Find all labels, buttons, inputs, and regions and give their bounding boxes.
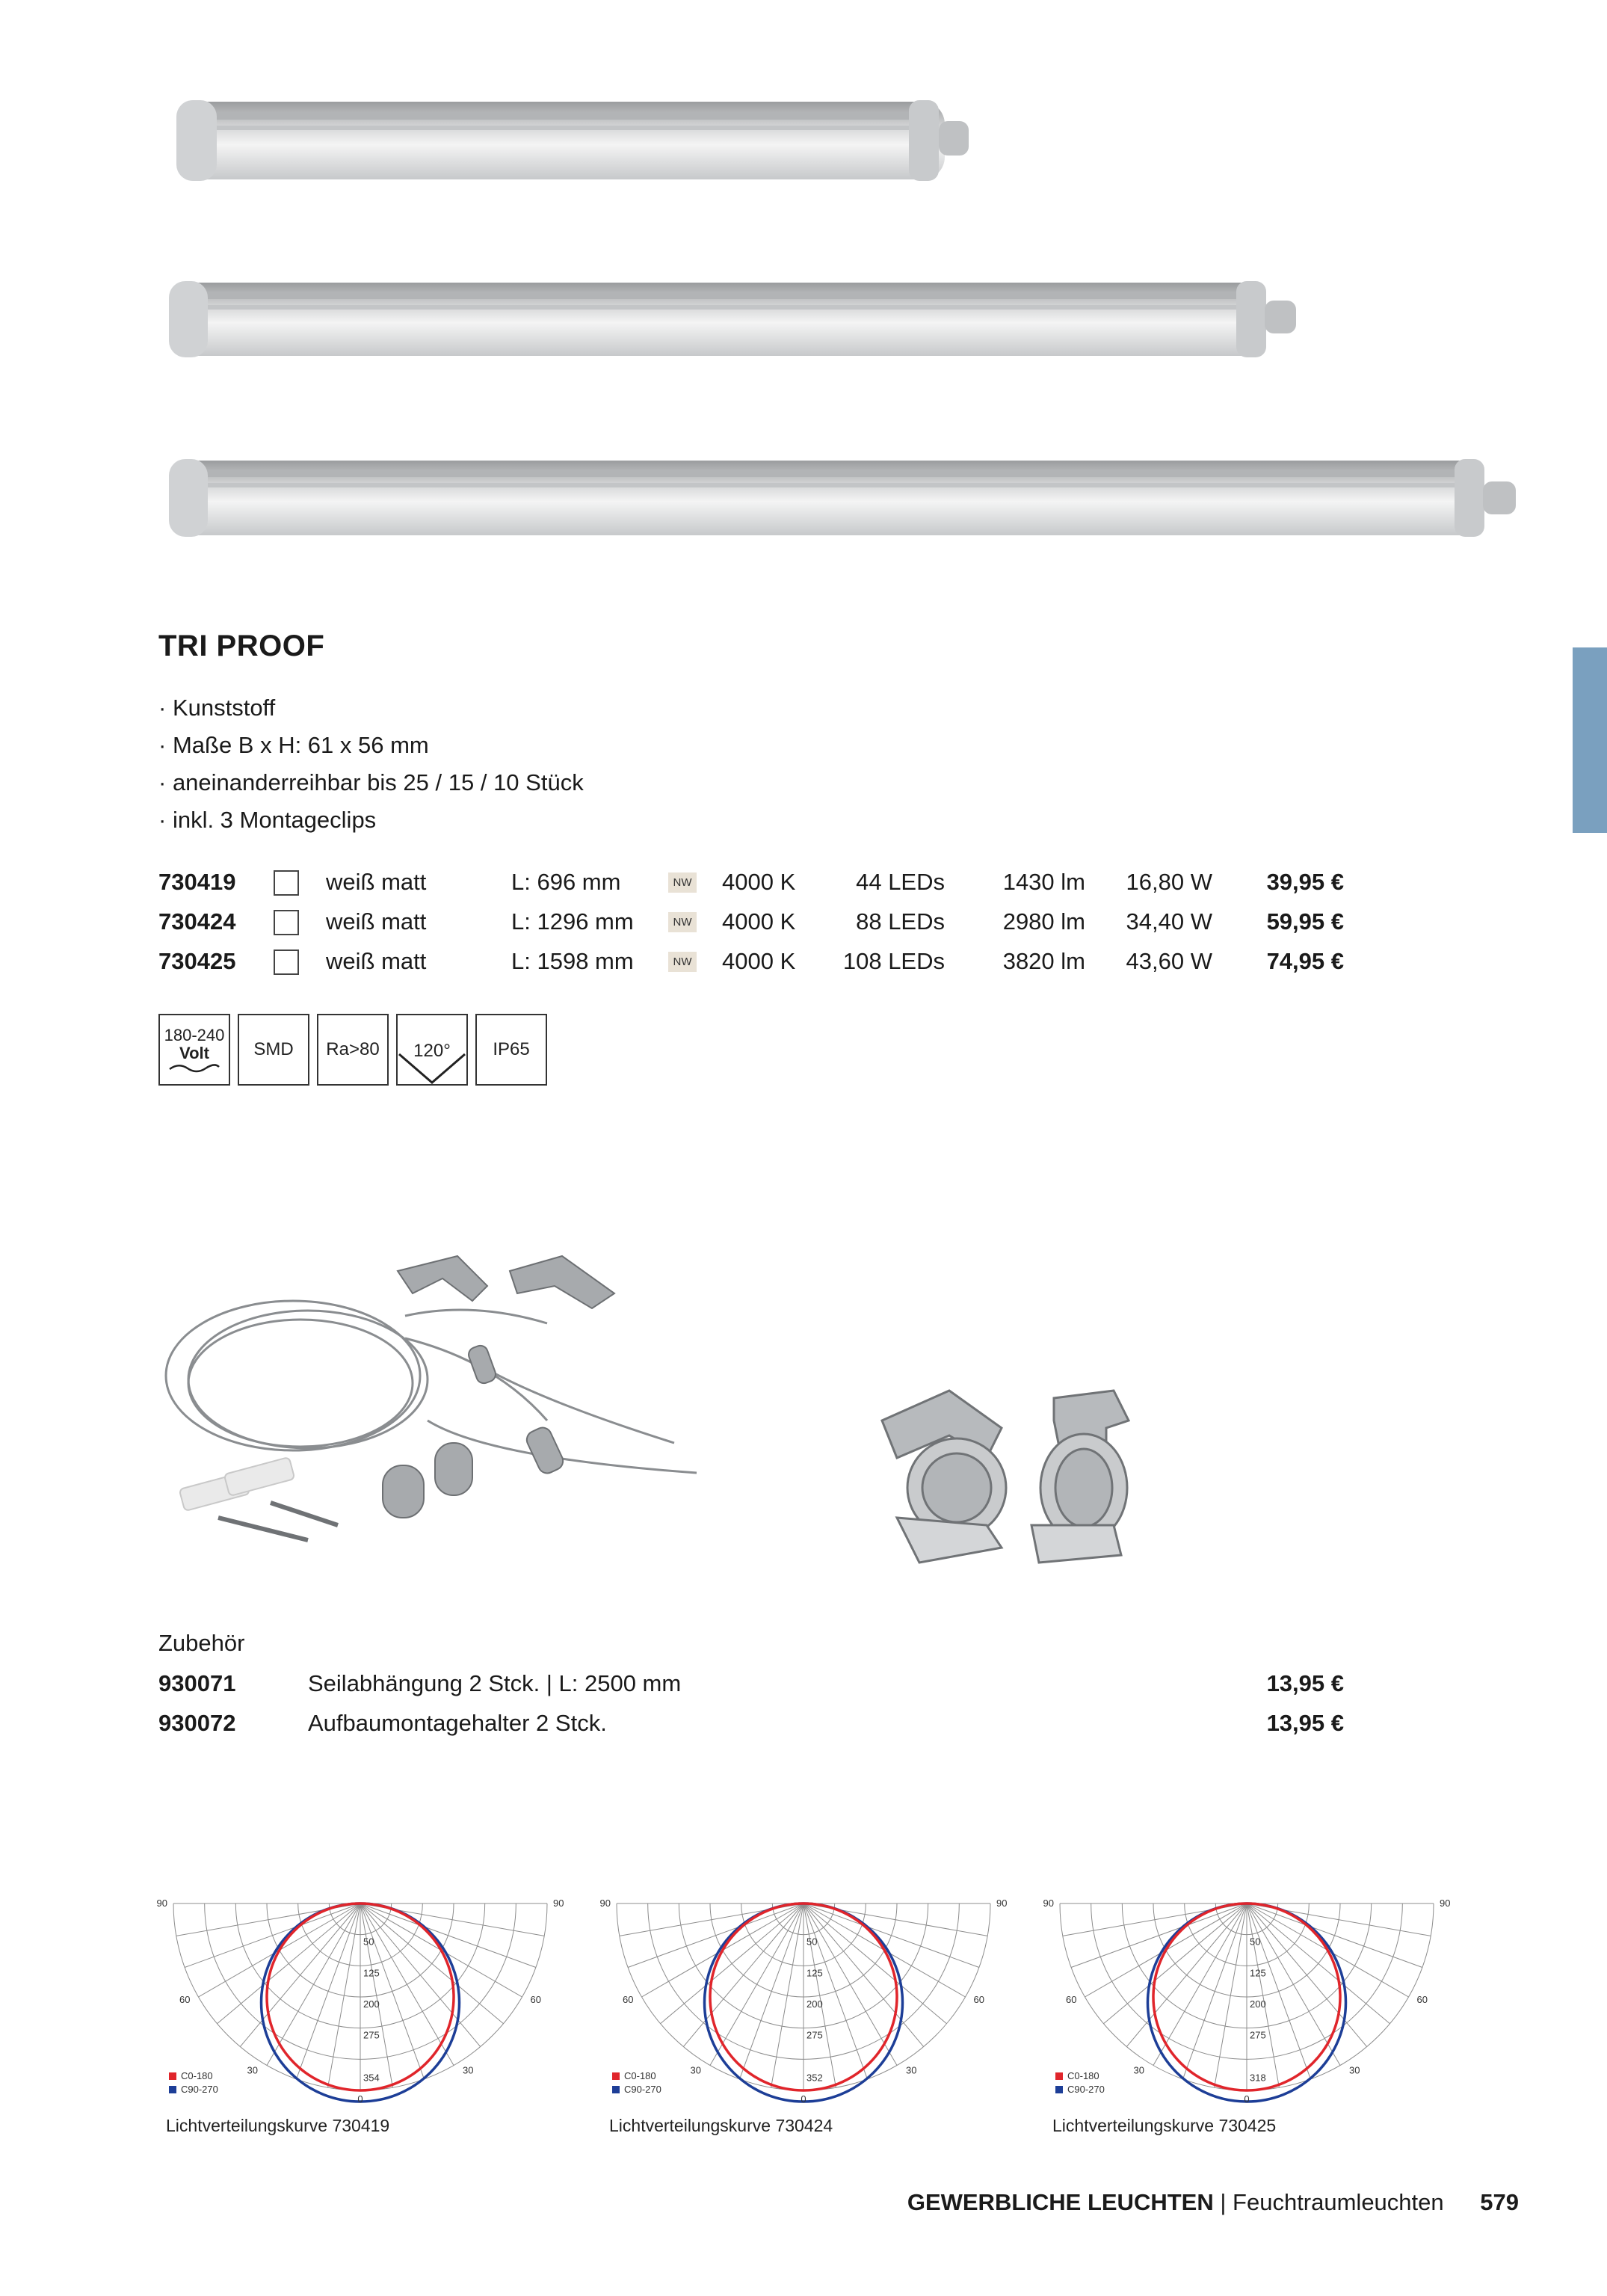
angle-label: 0 (1244, 2093, 1250, 2105)
ip-badge: IP65 (475, 1014, 547, 1086)
max-value-label: 354 (363, 2072, 380, 2084)
polar-diagram-730424 (600, 1886, 1019, 2125)
angle-label: 30 (906, 2064, 917, 2076)
variant-watt: 34,40 W (1126, 908, 1212, 935)
ring-label: 125 (1250, 1967, 1266, 1979)
variant-lumen: 1430 lm (1002, 869, 1085, 895)
angle-label: 90 (1440, 1898, 1451, 1909)
variant-price: 39,95 € (1266, 869, 1344, 895)
legend-swatch-c90 (169, 2086, 176, 2093)
variant-row (158, 942, 1354, 981)
variant-lumen: 2980 lm (1002, 908, 1085, 935)
page-number: 579 (1480, 2189, 1519, 2215)
footer-separator: | (1220, 2189, 1227, 2215)
section-tab (1573, 647, 1607, 833)
angle-label: 90 (553, 1898, 564, 1909)
voltage-badge (158, 1014, 230, 1086)
accessories-heading: Zubehör (158, 1630, 245, 1656)
legend-swatch-c90 (612, 2086, 620, 2093)
feature-item: · inkl. 3 Montageclips (158, 801, 584, 839)
accessory-row (158, 1704, 1354, 1743)
variant-checkbox[interactable] (274, 870, 299, 896)
angle-label: 60 (530, 1994, 541, 2005)
wave-icon (168, 1062, 220, 1073)
angle-label: 90 (996, 1898, 1008, 1909)
beam-angle-badge (396, 1014, 468, 1086)
footer-subcategory: Feuchtraumleuchten (1233, 2189, 1444, 2215)
variant-leds: 44 LEDs (856, 869, 945, 895)
feature-item: · aneinanderreihbar bis 25 / 15 / 10 Stück (158, 764, 584, 801)
max-value-label: 318 (1250, 2072, 1266, 2084)
variant-kelvin: 4000 K (722, 948, 796, 974)
legend-label: C0-180 (624, 2070, 656, 2081)
ring-label: 200 (363, 1998, 380, 2010)
angle-label: 30 (690, 2064, 701, 2076)
polar-caption: Lichtverteilungskurve 730424 (609, 2116, 833, 2135)
legend-label: C90-270 (1067, 2084, 1105, 2095)
variant-kelvin: 4000 K (722, 869, 796, 895)
variant-price: 74,95 € (1266, 948, 1344, 974)
color-code-badge: NW (668, 952, 697, 972)
legend-swatch-c0 (612, 2072, 620, 2080)
product-title: TRI PROOF (158, 630, 325, 662)
legend-label: C90-270 (181, 2084, 218, 2095)
color-code-badge: NW (668, 912, 697, 932)
variant-watt: 16,80 W (1126, 869, 1212, 895)
ring-label: 50 (806, 1936, 818, 1948)
variant-sku: 730424 (158, 908, 236, 935)
variant-finish: weiß matt (326, 869, 427, 895)
tube-image-730424 (169, 278, 1305, 360)
accessory-price: 13,95 € (1266, 1670, 1344, 1696)
ring-label: 275 (363, 2029, 380, 2041)
accessory-sku: 930071 (158, 1670, 236, 1696)
legend-label: C0-180 (181, 2070, 213, 2081)
variant-checkbox[interactable] (274, 910, 299, 935)
legend-label: C90-270 (624, 2084, 661, 2095)
feature-item: · Kunststoff (158, 689, 584, 727)
feature-list (158, 689, 584, 839)
page-footer (907, 2189, 1519, 2216)
angle-label: 0 (801, 2093, 806, 2105)
angle-label: 60 (179, 1994, 191, 2005)
angle-label: 90 (157, 1898, 167, 1909)
legend-swatch-c0 (1055, 2072, 1063, 2080)
tube-image-730419 (176, 96, 976, 185)
variant-checkbox[interactable] (274, 950, 299, 975)
ring-label: 200 (806, 1998, 823, 2010)
voltage-range: 180-240 (164, 1026, 225, 1044)
ring-label: 275 (1250, 2029, 1266, 2041)
polar-diagram-svg (1043, 1886, 1462, 2125)
accessory-row (158, 1664, 1354, 1703)
angle-label: 60 (623, 1994, 634, 2005)
variant-leds: 108 LEDs (842, 948, 945, 974)
accessory-price: 13,95 € (1266, 1710, 1344, 1736)
accessory-description: Aufbaumontagehalter 2 Stck. (308, 1710, 607, 1736)
suspension-kit-image (158, 1226, 727, 1555)
variant-watt: 43,60 W (1126, 948, 1212, 974)
tube-image-730425 (169, 456, 1522, 540)
legend-label: C0-180 (1067, 2070, 1099, 2081)
variant-finish: weiß matt (326, 948, 427, 974)
ring-label: 125 (806, 1967, 823, 1979)
polar-caption: Lichtverteilungskurve 730419 (166, 2116, 390, 2135)
beam-angle-value: 120° (413, 1041, 451, 1061)
ring-label: 125 (363, 1967, 380, 1979)
accessory-description: Seilabhängung 2 Stck. | L: 2500 mm (308, 1670, 682, 1696)
angle-label: 30 (463, 2064, 474, 2076)
variant-sku: 730419 (158, 869, 236, 895)
ring-label: 275 (806, 2029, 823, 2041)
footer-category: GEWERBLICHE LEUCHTEN (907, 2189, 1214, 2215)
mounting-bracket-image (867, 1376, 1151, 1570)
variant-length: L: 1296 mm (511, 908, 634, 935)
max-value-label: 352 (806, 2072, 823, 2084)
variant-price: 59,95 € (1266, 908, 1344, 935)
variant-sku: 730425 (158, 948, 236, 974)
ring-label: 200 (1250, 1998, 1266, 2010)
polar-diagram-svg (157, 1886, 576, 2125)
polar-diagram-730419 (157, 1886, 576, 2125)
angle-label: 60 (1066, 1994, 1077, 2005)
smd-badge: SMD (238, 1014, 309, 1086)
color-code-badge: NW (668, 872, 697, 893)
polar-diagram-svg (600, 1886, 1019, 2125)
angle-label: 60 (1416, 1994, 1428, 2005)
beam-angle-icon (398, 1015, 466, 1084)
angle-label: 60 (973, 1994, 984, 2005)
variant-length: L: 1598 mm (511, 948, 634, 974)
accessory-sku: 930072 (158, 1710, 236, 1736)
variant-row (158, 863, 1354, 902)
variant-row (158, 902, 1354, 941)
angle-label: 30 (247, 2064, 258, 2076)
angle-label: 30 (1349, 2064, 1360, 2076)
angle-label: 90 (1043, 1898, 1054, 1909)
ring-label: 50 (363, 1936, 374, 1948)
variant-finish: weiß matt (326, 908, 427, 935)
angle-label: 0 (357, 2093, 363, 2105)
variant-length: L: 696 mm (511, 869, 621, 895)
ring-label: 50 (1250, 1936, 1261, 1948)
polar-diagram-730425 (1043, 1886, 1462, 2125)
feature-item: · Maße B x H: 61 x 56 mm (158, 727, 584, 764)
ra-badge: Ra>80 (317, 1014, 389, 1086)
legend-swatch-c90 (1055, 2086, 1063, 2093)
voltage-unit: Volt (179, 1044, 209, 1062)
variant-leds: 88 LEDs (856, 908, 945, 935)
variant-lumen: 3820 lm (1002, 948, 1085, 974)
angle-label: 90 (600, 1898, 611, 1909)
variant-kelvin: 4000 K (722, 908, 796, 935)
polar-caption: Lichtverteilungskurve 730425 (1052, 2116, 1277, 2135)
legend-swatch-c0 (169, 2072, 176, 2080)
angle-label: 30 (1133, 2064, 1144, 2076)
